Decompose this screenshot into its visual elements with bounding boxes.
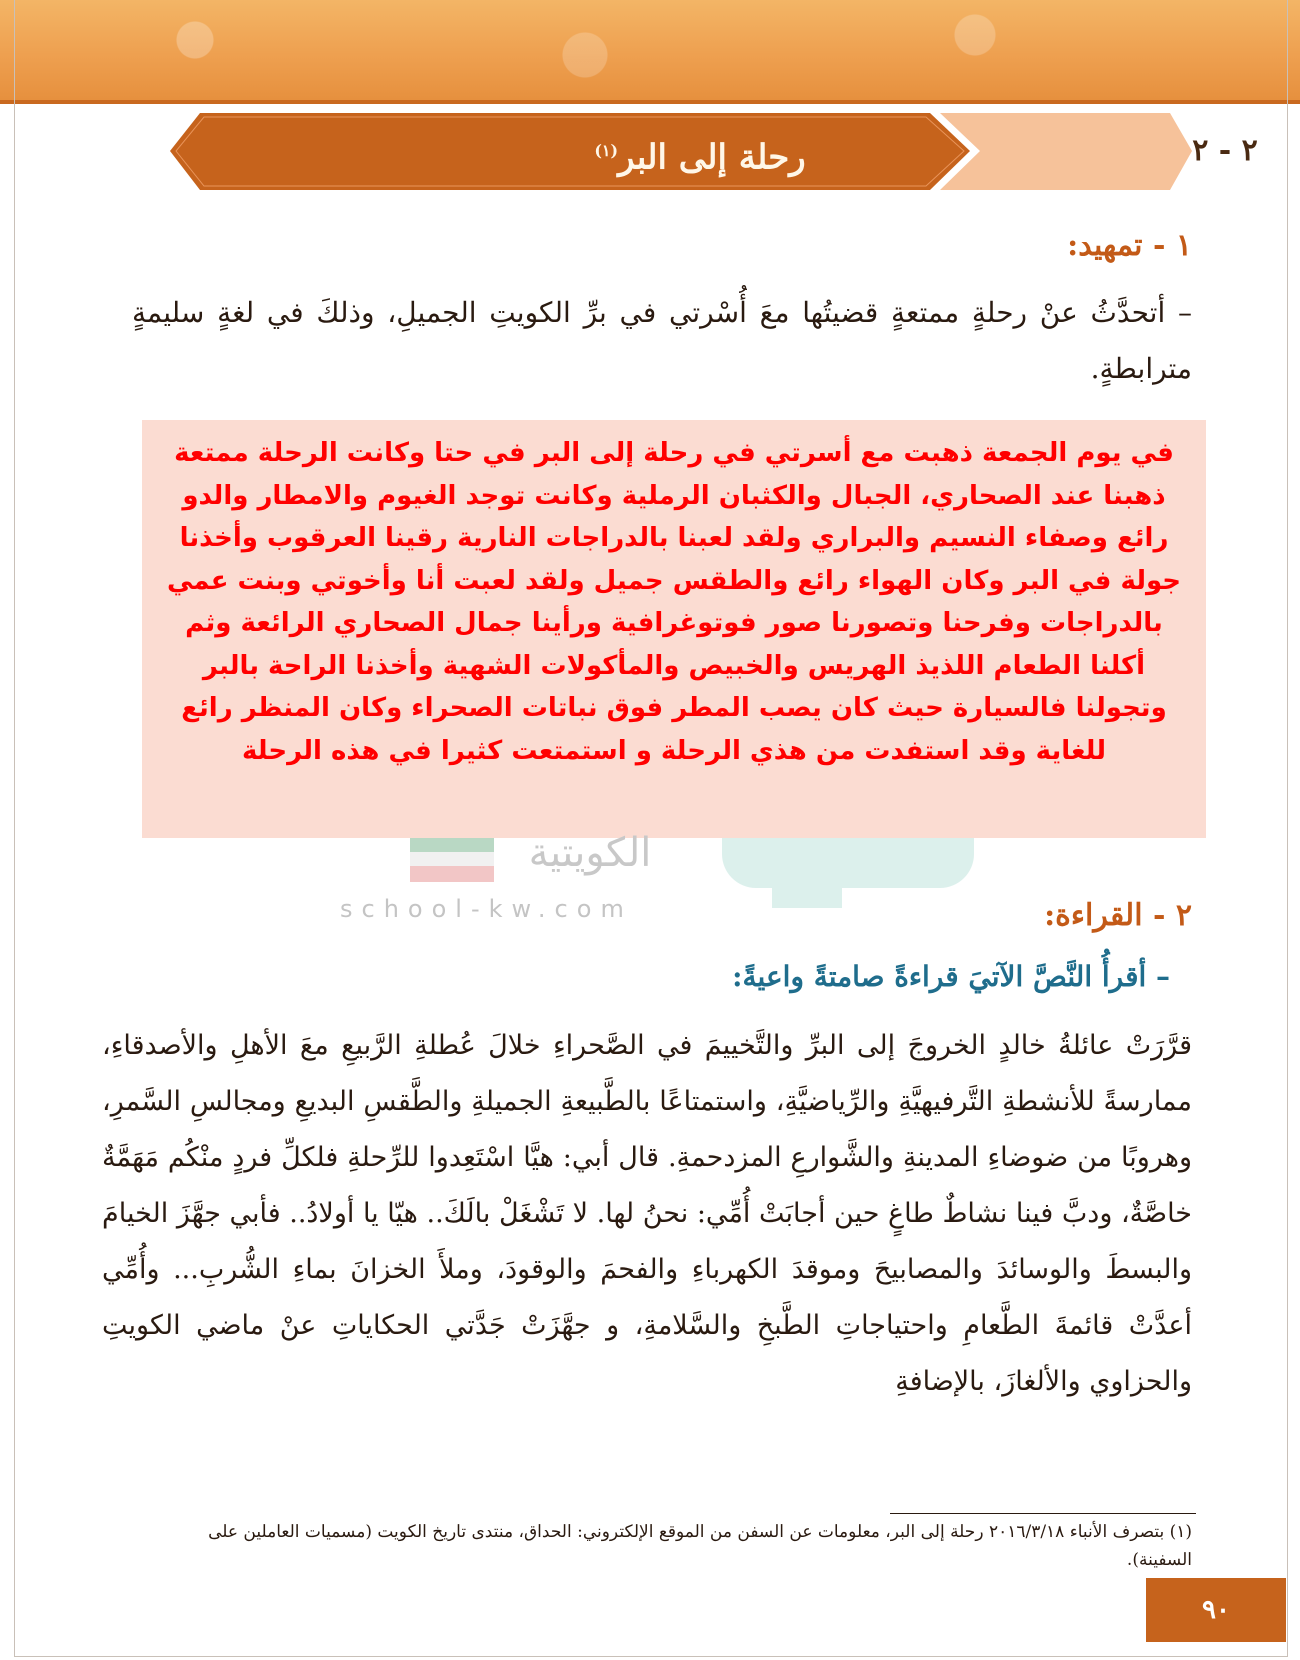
answer-line: بالدراجات وفرحنا وتصورنا صور فوتوغرافية ورأينا جمال الصحاري الرائعة وثم (185, 608, 1163, 638)
student-answer-box (142, 420, 1206, 838)
reading-instruction: – أقرأُ النَّصَّ الآتيَ قراءةً صامتةً واعيةً: (732, 960, 1170, 993)
footnote: (١) بتصرف الأنباء ٢٠١٦/٣/١٨ رحلة إلى البر، معلومات عن السفن من الموقع الإلكتروني: الحداق، منتدى تاريخ الكويت (مسميات العاملين على السفينة). (208, 1522, 1192, 1570)
answer-line: ذهبنا عند الصحاري، الجبال والكثبان الرملية وكانت توجد الغيوم والامطار والدو (182, 480, 1166, 511)
answer-line: جولة في البر وكان الهواء رائع والطقس جميل ولقد لعبت أنا وأخوتي وبنت عمي (166, 565, 1182, 596)
answer-line: رائع وصفاء النسيم والبراري ولقد لعبنا بالدراجات النارية رقينا العرقوب وأخذنا (179, 523, 1169, 553)
answer-line: أكلنا الطعام اللذيذ الهريس والخبيص والمأكولات الشهية وأخذنا الراحة بالبر (202, 650, 1146, 681)
answer-line: وتجولنا فالسيارة حيث كان يصب المطر فوق نباتات الصحراء وكان المنظر رائع (181, 693, 1167, 723)
unit-number: ٢ - ٢ (1192, 133, 1258, 168)
reading-passage: قرَّرَتْ عائلةُ خالدٍ الخروجَ إلى البرِّ والتَّخييمَ في الصَّحراءِ خلالَ عُطلةِ الرَّبيعِ معَ الأهلِ والأصدقاءِ، ممارسةً للأنشطةِ التَّرفيهيَّةِ والرِّياضيَّةِ، واستمتاعًا بالطَّبيعةِ الجميلةِ والطَّقسِ البديعِ ومجالسِ السَّمرِ، وهروبًا من ضوضاءِ المدينةِ والشَّوارعِ المزدحمةِ. قال أبي: هيَّا اسْتَعِدوا للرِّحلةِ فلكلِّ فردٍ منْكُم مَهَمَّةٌ خاصَّةٌ، ودبَّ فينا نشاطٌ طاغٍ حين أجابَتْ أُمِّي: نحنُ لها. لا تَشْغَلْ بالَكَ.. هيّا يا أولادُ.. فأبي جهَّزَ الخيامَ والبسطَ والوسائدَ والمصابيحَ وموقدَ الكهرباءِ والفحمَ والوقودَ، وملأَ الخزانَ بماءِ الشُّربِ... وأُمِّي أعدَّتْ قائمةَ الطَّعامِ واحتياجاتِ الطَّبخِ والسَّلامةِ، و جهَّزَتْ جَدَّتي الحكاياتِ عنْ ماضي الكويتِ والحزاوي والألغازَ، بالإضافةِ (102, 1030, 1192, 1397)
lesson-title (530, 123, 870, 179)
lesson-title-text: رحلة إلى البر (618, 137, 806, 178)
section-reading-heading: ٢ - القراءة: (1044, 898, 1192, 933)
student-answer-text (142, 432, 1206, 772)
answer-line: في يوم الجمعة ذهبت مع أسرتي في رحلة إلى البر في حتا وكانت الرحلة ممتعة (174, 438, 1174, 468)
page-number: ٩٠ (1202, 1595, 1230, 1625)
watermark-url: school-kw.com (340, 895, 633, 923)
preface-instruction: – أتحدَّثُ عنْ رحلةٍ ممتعةٍ قضيتُها معَ أُسْرتي في برِّ الكويتِ الجميلِ، وذلكَ في لغةٍ سليمةٍ مترابطةٍ. (132, 296, 1192, 385)
page-number-tab (1146, 1578, 1286, 1642)
lesson-title-bar (170, 113, 1258, 190)
watermark-word: الكويتية (528, 830, 652, 876)
footnote-divider (890, 1513, 1196, 1514)
answer-line: للغاية وقد استفدت من هذي الرحلة و استمتعت كثيرا في هذه الرحلة (241, 735, 1107, 766)
section-preface-heading: ١ - تمهيد: (1067, 228, 1192, 263)
title-footnote-marker: (١) (594, 141, 619, 160)
